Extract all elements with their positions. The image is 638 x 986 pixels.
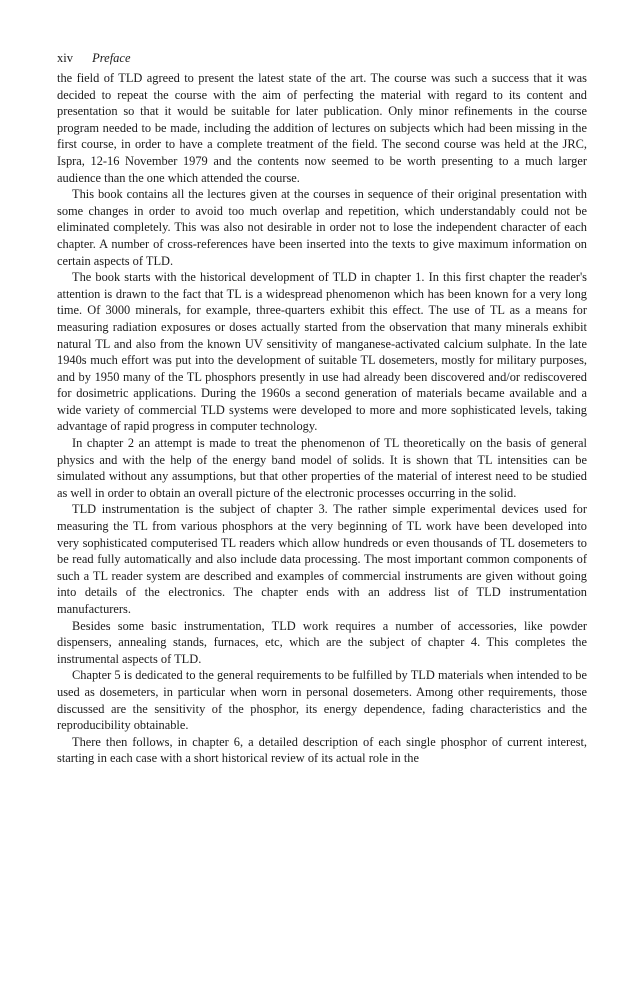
paragraph-chapter-5: Chapter 5 is dedicated to the general requirements to be fulfilled by TLD materials when intended to be used as dosemeters, in particular when worn in personal dosemeters. Among other requirements, those discussed are the sensitivity of the phosphor, its energy dependence, fading characteristics and the reproducibility obtainable. bbox=[57, 668, 587, 733]
paragraph-chapter-1: The book starts with the historical development of TLD in chapter 1. In this first chapter the reader's attention is drawn to the fact that TL is a widespread phenomenon which has been known for a very long time. Of 3000 minerals, for example, three-quarters exhibit this effect. The use of TL as a means for measuring radiation exposures or doses actually started from the observation that many minerals exhibit natural TL and also from the known UV sensitivity of manganese-activated calcium sulphate. In the late 1940s much effort was put into the development of suitable TL dosemeters, mostly for military purposes, and by 1950 many of the TL phosphors presently in use had already been discovered and/or rediscovered for dosimetric applications. During the 1960s a second generation of materials became available and a wide variety of commercial TLD systems were developed to more and more sophisticated levels, taking advantage of rapid progress in computer technology. bbox=[57, 270, 587, 434]
paragraph-book-contents: This book contains all the lectures given at the courses in sequence of their original presentation with some changes in order to avoid too much overlap and repetition, which understandably could not be eliminated completely. This was also not desirable in order not to lose the independent character of each chapter. A number of cross-references have been inserted into the texts to give maximum information on certain aspects of TLD. bbox=[57, 187, 587, 268]
paragraph-chapter-3: TLD instrumentation is the subject of chapter 3. The rather simple experimental devices used for measuring the TL from various phosphors at the very beginning of TL work have been developed into very sophisticated computerised TL readers which allow hundreds or even thousands of TL dosemeters to be read fully automatically and also include data processing. The most important common components of such a TL reader system are described and examples of commercial instruments are given without going into details of the electronics. The chapter ends with an address list of TLD instrumentation manufacturers. bbox=[57, 502, 587, 616]
running-head-title: Preface bbox=[92, 51, 131, 65]
page-number: xiv bbox=[57, 51, 73, 65]
book-page bbox=[57, 50, 587, 767]
body-text bbox=[57, 70, 587, 767]
paragraph-continuation: the field of TLD agreed to present the latest state of the art. The course was such a success that it was decided to repeat the course with the aim of perfecting the material with regard to its content and presentation so that it would be suitable for later publication. Only minor refinements in the course program needed to be made, including the addition of lectures on subjects which had been missing in the first course, in order to have a complete treatment of the field. The second course was held at the JRC, Ispra, 12-16 November 1979 and the contents now seemed to be worth presenting to a much larger audience than the one which attended the course. bbox=[57, 71, 587, 185]
paragraph-chapter-6: There then follows, in chapter 6, a detailed description of each single phosphor of current interest, starting in each case with a short historical review of its actual role in the bbox=[57, 734, 587, 766]
paragraph-chapter-2: In chapter 2 an attempt is made to treat the phenomenon of TL theoretically on the basis of general physics and with the help of the energy band model of solids. It is shown that TL intensities can be simulated without any assumptions, but that other properties of the material of interest need to be studied as well in order to obtain an overall picture of the electronic processes occurring in the solid. bbox=[57, 436, 587, 500]
paragraph-chapter-4: Besides some basic instrumentation, TLD work requires a number of accessories, like powder dispensers, annealing stands, furnaces, etc, which are the subject of chapter 4. This completes the instrumental aspects of TLD. bbox=[57, 618, 587, 666]
running-head bbox=[57, 50, 587, 70]
